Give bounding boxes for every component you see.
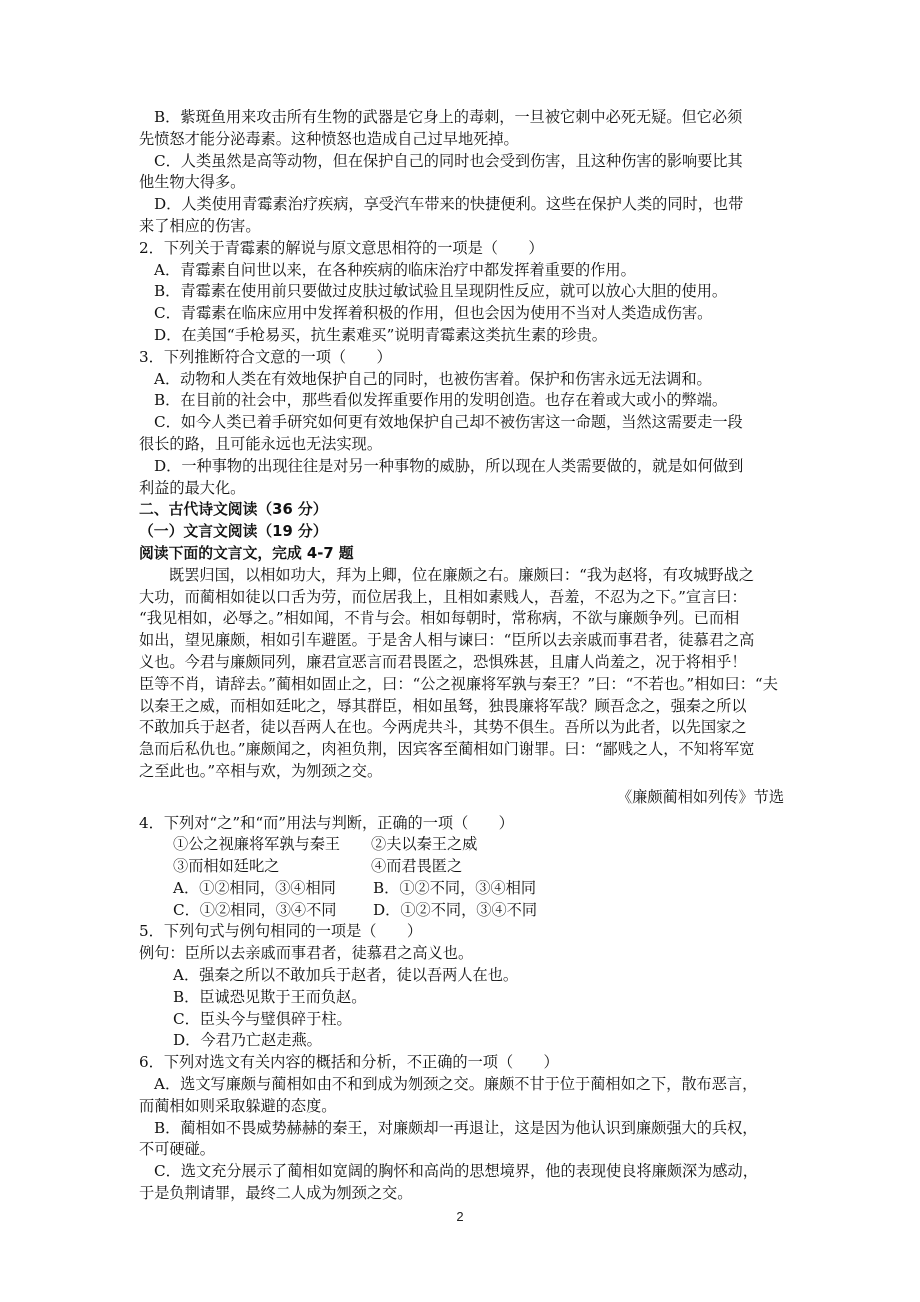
q5-option-c: C．臣头今与璧俱碎于柱。 <box>173 1009 352 1028</box>
passage-line-3: “我见相如，必辱之。”相如闻，不肯与会。相如每朝时，常称病，不欲与廉颇争列。已而相 <box>139 609 740 628</box>
q3-option-c-line2: 很长的路，且可能永远也无法实现。 <box>139 434 382 453</box>
q6-option-c-line1: C．选文充分展示了蔺相如宽阔的胸怀和高尚的思想境界，他的表现使良将廉颇深为感动， <box>154 1162 758 1181</box>
q4-option-a: A．①②相同，③④相同 <box>173 878 336 897</box>
q4-option-b: B．①②不同，③④相同 <box>373 878 537 897</box>
q1-option-b-line2: 先愤怒才能分泌毒素。这种愤怒也造成自己过早地死掉。 <box>139 129 519 148</box>
q4-items-row-2 <box>139 856 784 878</box>
q5-option-a: A．强秦之所以不敢加兵于赵者，徒以吾两人在也。 <box>173 966 519 985</box>
q4-item-4: ④而君畏匿之 <box>371 857 463 876</box>
q3-option-d-line1: D．一种事物的出现往往是对另一种事物的威胁，所以现在人类需要做的，就是如何做到 <box>154 456 744 475</box>
passage-line-6: 臣等不肖，请辞去。”蔺相如固止之，曰：“公之视廉将军孰与秦王？”曰：“不若也。”相如曰：“夫 <box>139 674 778 693</box>
q4-options-row-1 <box>139 878 784 900</box>
section-2-heading: 二、古代诗文阅读（36 分） <box>139 501 328 519</box>
question-6: 6．下列对选文有关内容的概括和分析，不正确的一项（ ） <box>139 1053 559 1072</box>
q5-option-b: B．臣诚恐见欺于王而负赵。 <box>173 987 367 1006</box>
question-5: 5．下列句式与例句相同的一项是（ ） <box>139 922 423 941</box>
q4-item-1: ①公之视廉将军孰与秦王 <box>173 835 341 854</box>
q6-option-c-line2: 于是负荆请罪，最终二人成为刎颈之交。 <box>139 1184 413 1203</box>
passage-line-10: 之至此也。”卒相与欢，为刎颈之交。 <box>139 761 383 780</box>
q3-option-b: B．在目前的社会中，那些看似发挥重要作用的发明创造。也存在着或大或小的弊端。 <box>154 391 728 410</box>
passage-line-4: 如出，望见廉颇，相如引车避匿。于是舍人相与谏曰：“臣所以去亲戚而事君者，徒慕君之高 <box>139 631 755 650</box>
q4-option-c: C．①②相同，③④不同 <box>173 900 337 919</box>
q3-option-a: A．动物和人类在有效地保护自己的同时，也被伤害着。保护和伤害永远无法调和。 <box>154 369 712 388</box>
q6-option-b-line2: 不可硬碰。 <box>139 1140 215 1159</box>
q5-example: 例句：臣所以去亲戚而事君者，徒慕君之高义也。 <box>139 944 474 963</box>
passage-line-2: 大功，而蔺相如徒以口舌为劳，而位居我上，且相如素贱人，吾羞，不忍为之下。”宣言曰： <box>139 587 747 606</box>
q6-option-a-line2: 而蔺相如则采取躲避的态度。 <box>139 1096 337 1115</box>
passage-line-8: 不敢加兵于赵者，徒以吾两人在也。今两虎共斗，其势不俱生。吾所以为此者，以先国家之 <box>139 718 747 737</box>
q4-option-d: D．①②不同，③④不同 <box>373 900 538 919</box>
section-2-1-heading: （一）文言文阅读（19 分） <box>139 523 328 541</box>
q5-option-d: D．今君乃亡赵走燕。 <box>173 1031 322 1050</box>
q1-option-c-line2: 他生物大得多。 <box>139 173 246 192</box>
q6-option-a-line1: A．选文写廉颇与蔺相如由不和到成为刎颈之交。廉颇不甘于位于蔺相如之下，散布恶言， <box>154 1075 758 1094</box>
q4-options-row-2 <box>139 900 784 922</box>
question-4: 4．下列对“之”和“而”用法与判断，正确的一项（ ） <box>139 813 514 832</box>
reading-instruction: 阅读下面的文言文，完成 4-7 题 <box>139 544 354 562</box>
q1-option-d-line2: 来了相应的伤害。 <box>139 216 261 235</box>
q2-option-a: A．青霉素自问世以来，在各种疾病的临床治疗中都发挥着重要的作用。 <box>154 260 636 279</box>
q1-option-c-line1: C．人类虽然是高等动物，但在保护自己的同时也会受到伤害，且这种伤害的影响要比其 <box>154 151 743 170</box>
question-2: 2．下列关于青霉素的解说与原文意思相符的一项是（ ） <box>139 238 544 257</box>
page-content <box>139 107 784 1205</box>
page-number: 2 <box>456 1209 464 1224</box>
passage-source: 《廉颇蔺相如列传》节选 <box>616 787 784 806</box>
q2-option-c: C．青霉素在临床应用中发挥着积极的作用，但也会因为使用不当对人类造成伤害。 <box>154 304 713 323</box>
q4-item-3: ③而相如廷叱之 <box>173 857 280 876</box>
q2-option-d: D．在美国“手枪易买，抗生素难买”说明青霉素这类抗生素的珍贵。 <box>154 325 607 344</box>
q6-option-b-line1: B．蔺相如不畏威势赫赫的秦王，对廉颇却一再退让，这是因为他认识到廉颇强大的兵权， <box>154 1118 758 1137</box>
q3-option-d-line2: 利益的最大化。 <box>139 478 246 497</box>
q3-option-c-line1: C．如今人类已着手研究如何更有效地保护自己却不被伤害这一命题，当然这需要走一段 <box>154 413 743 432</box>
q4-items-row-1 <box>139 834 784 856</box>
q4-item-2: ②夫以秦王之威 <box>371 835 478 854</box>
passage-line-9: 急而后私仇也。”廉颇闻之，肉袒负荆，因宾客至蔺相如门谢罪。曰：“鄙贱之人，不知将军宽 <box>139 740 755 759</box>
q2-option-b: B．青霉素在使用前只要做过皮肤过敏试验且呈现阴性反应，就可以放心大胆的使用。 <box>154 282 728 301</box>
q1-option-b-line1: B．紫斑鱼用来攻击所有生物的武器是它身上的毒刺，一旦被它刺中必死无疑。但它必须 <box>154 108 743 126</box>
passage-line-7: 以秦王之威，而相如廷叱之，辱其群臣，相如虽驽，独畏廉将军哉？顾吾念之，强秦之所以 <box>139 696 747 715</box>
q1-option-d-line1: D．人类使用青霉素治疗疾病，享受汽车带来的快捷便利。这些在保护人类的同时，也带 <box>154 195 744 214</box>
question-3: 3．下列推断符合文意的一项（ ） <box>139 347 392 366</box>
passage-line-5: 义也。今君与廉颇同列，廉君宣恶言而君畏匿之，恐惧殊甚，且庸人尚羞之，况于将相乎！ <box>139 652 747 671</box>
passage-line-1: 既罢归国，以相如功大，拜为上卿，位在廉颇之右。廉颇曰：“我为赵将，有攻城野战之 <box>169 565 754 584</box>
